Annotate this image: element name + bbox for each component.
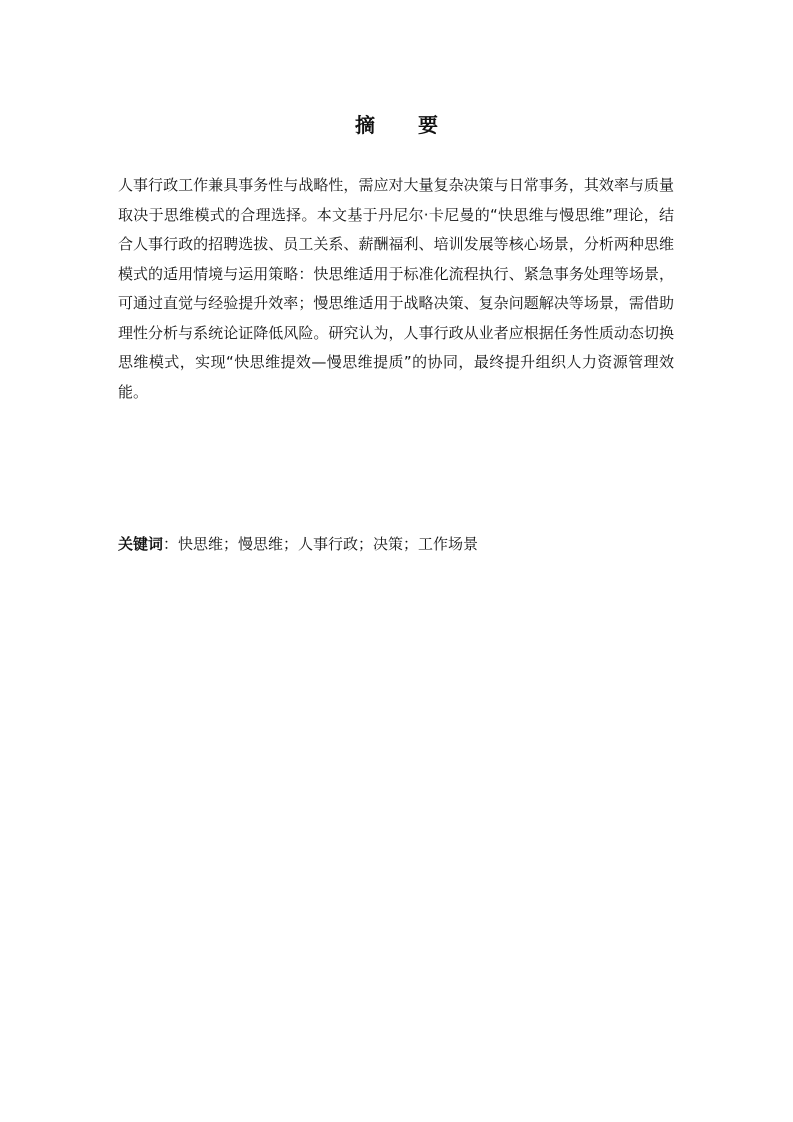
keywords-list: 快思维；慢思维；人事行政；决策；工作场景 (178, 535, 479, 553)
keywords-label: 关键词 (118, 535, 164, 553)
keywords-separator: ： (163, 535, 179, 553)
abstract-paragraph: 人事行政工作兼具事务性与战略性，需应对大量复杂决策与日常事务，其效率与质量取决于思维模式的合理选择。本文基于丹尼尔·卡尼曼的“快思维与慢思维”理论，结合人事行政的招聘选拔、员工关系、薪酬福利、培训发展等核心场景，分析两种思维模式的适用情境与运用策略：快思维适用于标准化流程执行、紧急事务处理等场景，可通过直觉与经验提升效率；慢思维适用于战略决策、复杂问题解决等场景，需借助理性分析与系统论证降低风险。研究认为，人事行政从业者应根据任务性质动态切换思维模式，实现“快思维提效—慢思维提质”的协同，最终提升组织人力资源管理效能。 (118, 176, 674, 401)
page-title: 摘 要 (355, 113, 456, 137)
keywords-line (118, 530, 674, 560)
